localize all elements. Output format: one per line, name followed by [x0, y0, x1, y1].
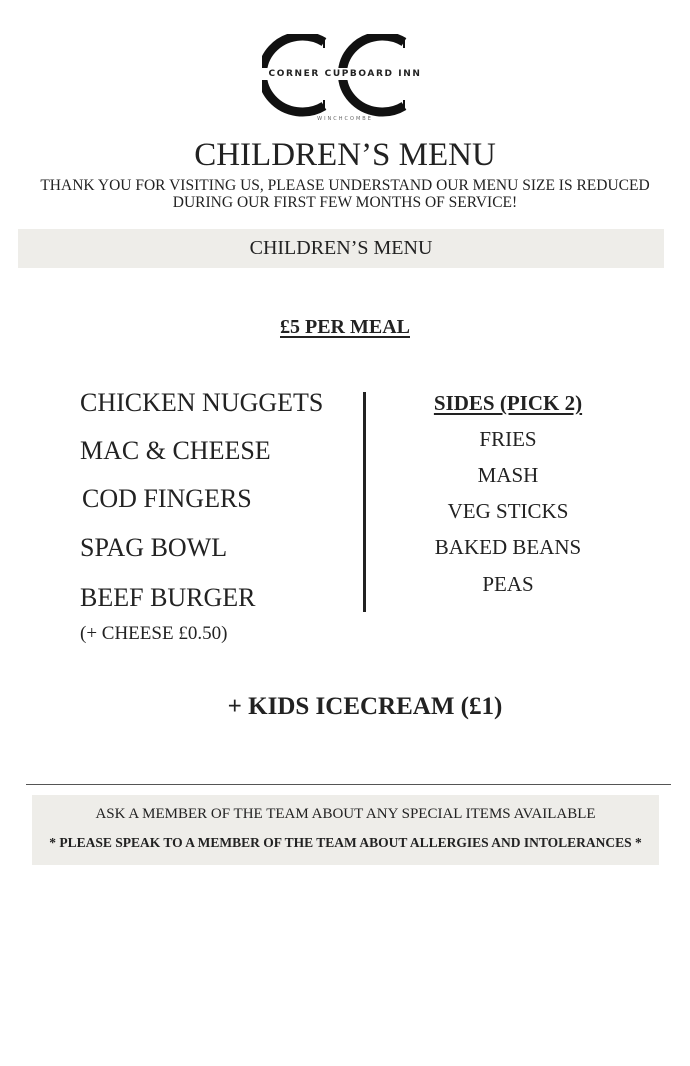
price-label: £5 PER MEAL — [280, 316, 410, 338]
side-item: MASH — [477, 463, 539, 487]
main-item: BEEF BURGER — [80, 583, 256, 612]
main-item: COD FINGERS — [82, 484, 252, 513]
logo — [262, 34, 428, 126]
side-item: PEAS — [482, 572, 534, 596]
footer-note: ASK A MEMBER OF THE TEAM ABOUT ANY SPECIAL ITEMS AVAILABLE — [95, 806, 596, 822]
horizontal-rule — [26, 784, 671, 785]
main-item: MAC & CHEESE — [80, 436, 271, 465]
intro-text: THANK YOU FOR VISITING US, PLEASE UNDERSTAND OUR MENU SIZE IS REDUCED DURING OUR FIRST FEW MONTHS OF SERVICE! — [40, 177, 650, 211]
logo-town: WINCHCOMBE — [317, 116, 373, 122]
allergy-note: * PLEASE SPEAK TO A MEMBER OF THE TEAM ABOUT ALLERGIES AND INTOLERANCES * — [49, 835, 642, 850]
main-item: CHICKEN NUGGETS — [80, 388, 324, 417]
logo-name: CORNER CUPBOARD INN — [262, 68, 428, 80]
extra-item: + KIDS ICECREAM (£1) — [227, 693, 503, 720]
side-item: FRIES — [479, 427, 537, 451]
main-item: SPAG BOWL — [80, 533, 228, 562]
sides-heading: SIDES (PICK 2) — [433, 391, 583, 415]
section-header: CHILDREN’S MENU — [18, 229, 664, 268]
main-note: (+ CHEESE £0.50) — [80, 623, 228, 644]
side-item: VEG STICKS — [447, 499, 569, 523]
side-item: BAKED BEANS — [434, 535, 582, 559]
page-title: CHILDREN’S MENU — [194, 137, 496, 173]
cc-monogram-icon — [262, 34, 428, 126]
